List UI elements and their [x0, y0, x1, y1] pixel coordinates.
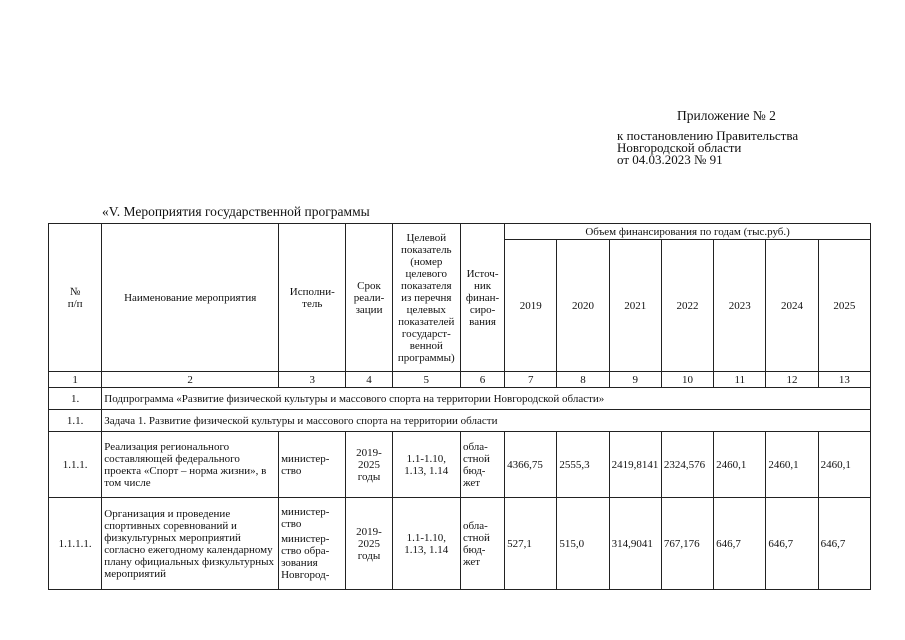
row-indicator: 1.1-1.10, 1.13, 1.14 — [392, 432, 460, 498]
header-year: 2021 — [609, 240, 661, 372]
row-value: 646,7 — [714, 498, 766, 590]
header-funding-group: Объем финансирования по годам (тыс.руб.) — [505, 224, 871, 240]
column-number: 13 — [818, 372, 870, 388]
measures-table — [48, 223, 871, 590]
header-year: 2022 — [661, 240, 713, 372]
row-value: 2419,8141 — [609, 432, 661, 498]
appendix-line: Новгородской области — [617, 140, 742, 155]
header-source: Источ- ник финан- сиро- вания — [460, 224, 504, 372]
column-number: 9 — [609, 372, 661, 388]
header-indicator: Целевой показатель (номер целевого показателя из перечня целевых показателей государст- венной программы) — [392, 224, 460, 372]
header-executor: Исполни- тель — [279, 224, 346, 372]
row-executor: министер- ство — [279, 432, 346, 498]
row-value: 2460,1 — [818, 432, 870, 498]
row-executor-cell — [279, 498, 346, 590]
row-source: обла- стной бюд- жет — [460, 432, 504, 498]
header-year: 2024 — [766, 240, 818, 372]
appendix-title: Приложение № 2 — [677, 108, 776, 123]
column-number: 5 — [392, 372, 460, 388]
column-number: 4 — [346, 372, 392, 388]
subprogram-text: Подпрограмма «Развитие физической культуры и массового спорта на территории Новгородской области» — [102, 388, 871, 410]
row-value: 4366,75 — [505, 432, 557, 498]
row-name: Реализация регионального составляющей федерального проекта «Спорт – норма жизни», в том числе — [102, 432, 279, 498]
header-name: Наименование мероприятия — [102, 224, 279, 372]
row-value: 2324,576 — [661, 432, 713, 498]
column-number: 11 — [714, 372, 766, 388]
column-number: 10 — [661, 372, 713, 388]
section-title: «V. Мероприятия государственной программы — [102, 204, 370, 219]
row-source: обла- стной бюд- жет — [460, 498, 504, 590]
column-number: 12 — [766, 372, 818, 388]
subprogram-num: 1. — [49, 388, 102, 410]
column-number: 6 — [460, 372, 504, 388]
row-value: 2555,3 — [557, 432, 609, 498]
header-num: № п/п — [49, 224, 102, 372]
table-row — [49, 498, 871, 590]
row-value: 314,9041 — [609, 498, 661, 590]
row-value: 527,1 — [505, 498, 557, 590]
appendix-line: к постановлению Правительства — [617, 128, 799, 143]
subprogram-row — [49, 388, 871, 410]
row-value: 2460,1 — [714, 432, 766, 498]
header-year: 2019 — [505, 240, 557, 372]
header-term: Срок реали- зации — [346, 224, 392, 372]
table-row — [49, 432, 871, 498]
column-number: 1 — [49, 372, 102, 388]
row-indicator: 1.1-1.10, 1.13, 1.14 — [392, 498, 460, 590]
row-value: 2460,1 — [766, 432, 818, 498]
task-row — [49, 410, 871, 432]
row-value: 646,7 — [818, 498, 870, 590]
row-term: 2019- 2025 годы — [346, 432, 392, 498]
row-num: 1.1.1. — [49, 432, 102, 498]
column-number: 3 — [279, 372, 346, 388]
row-value: 767,176 — [661, 498, 713, 590]
row-executor: министер- ство — [281, 506, 330, 530]
header-year: 2025 — [818, 240, 870, 372]
appendix-block — [617, 110, 798, 166]
row-executor-secondary: министер- ство обра- зования Новгород- — [281, 533, 330, 581]
row-value: 515,0 — [557, 498, 609, 590]
column-number: 7 — [505, 372, 557, 388]
appendix-line: от 04.03.2023 № 91 — [617, 152, 723, 167]
task-num: 1.1. — [49, 410, 102, 432]
row-value: 646,7 — [766, 498, 818, 590]
column-number: 2 — [102, 372, 279, 388]
row-num: 1.1.1.1. — [49, 498, 102, 590]
task-text: Задача 1. Развитие физической культуры и массового спорта на территории области — [102, 410, 871, 432]
row-term: 2019- 2025 годы — [346, 498, 392, 590]
header-year: 2020 — [557, 240, 609, 372]
column-number: 8 — [557, 372, 609, 388]
row-name: Организация и проведение спортивных соревнований и физкультурных мероприятий согласно ежегодному календарному плану официальных физкультурных мероприятий — [102, 498, 279, 590]
header-year: 2023 — [714, 240, 766, 372]
